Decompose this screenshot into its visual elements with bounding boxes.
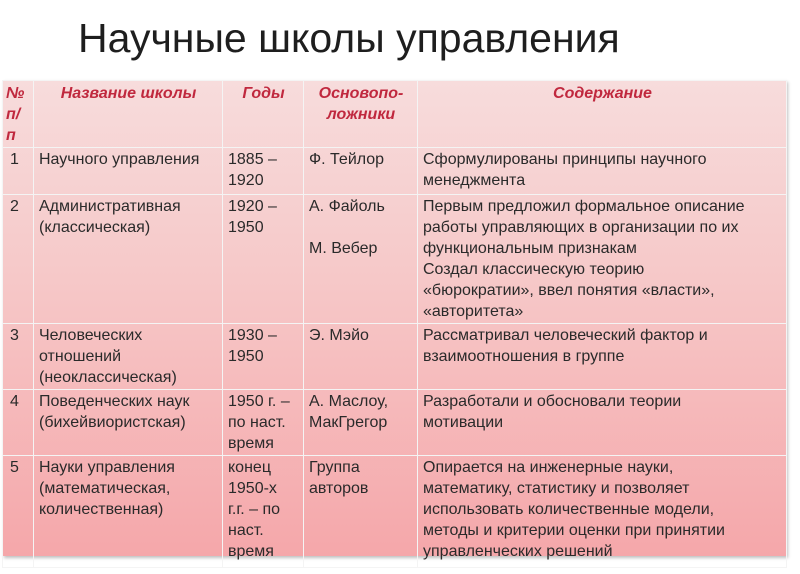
header-name: Название школы [34, 81, 223, 148]
table-header-row [3, 81, 787, 148]
row-years: 1950 г. – по наст. время [223, 390, 304, 456]
founder-spacer [309, 217, 413, 238]
row-num: 2 [3, 195, 34, 324]
row-content: Разработали и обосновали теории мотивации [418, 390, 787, 456]
slide-title: Научные школы управления [78, 15, 620, 61]
row-school-name: Поведенческих наук (бихейвиористская) [34, 390, 223, 456]
header-years: Годы [223, 81, 304, 148]
row-founders: Э. Мэйо [304, 324, 418, 390]
header-founders: Основопо- ложники [304, 81, 418, 148]
row-years: конец 1950-х г.г. – по наст. время [223, 456, 304, 568]
table-row [3, 148, 787, 195]
header-num: № п/п [3, 81, 34, 148]
schools-table-container [2, 80, 786, 560]
row-founders: Группа авторов [304, 456, 418, 568]
row-school-name: Научного управления [34, 148, 223, 195]
row-school-name: Человеческих отношений (неоклассическая) [34, 324, 223, 390]
row-content: Рассматривал человеческий фактор и взаимоотношения в группе [418, 324, 787, 390]
schools-table [2, 80, 787, 568]
row-num: 4 [3, 390, 34, 456]
row-years: 1920 – 1950 [223, 195, 304, 324]
row-school-name: Науки управления (математическая, количественная) [34, 456, 223, 568]
row-num: 5 [3, 456, 34, 568]
row-founder-2: М. Вебер [309, 240, 378, 257]
row-num: 1 [3, 148, 34, 195]
row-founders [304, 195, 418, 324]
header-content: Содержание [418, 81, 787, 148]
row-content: Сформулированы принципы научного менеджмента [418, 148, 787, 195]
row-num: 3 [3, 324, 34, 390]
row-founder-1: А. Файоль [309, 198, 385, 215]
row-founders: Ф. Тейлор [304, 148, 418, 195]
row-founders: А. Маслоу, МакГрегор [304, 390, 418, 456]
table-row [3, 390, 787, 456]
table-row [3, 456, 787, 568]
table-row [3, 324, 787, 390]
row-years: 1930 – 1950 [223, 324, 304, 390]
row-school-name: Административная (классическая) [34, 195, 223, 324]
row-content: Первым предложил формальное описание работы управляющих в организации по их функциональным признакам Создал классическую теорию «бюрократии», ввел понятия «власти», «авторитета» [418, 195, 787, 324]
row-years: 1885 – 1920 [223, 148, 304, 195]
row-content: Опирается на инженерные науки, математику, статистику и позволяет использовать количественные модели, методы и критерии оценки при принятии управленческих решений [418, 456, 787, 568]
table-row [3, 195, 787, 324]
